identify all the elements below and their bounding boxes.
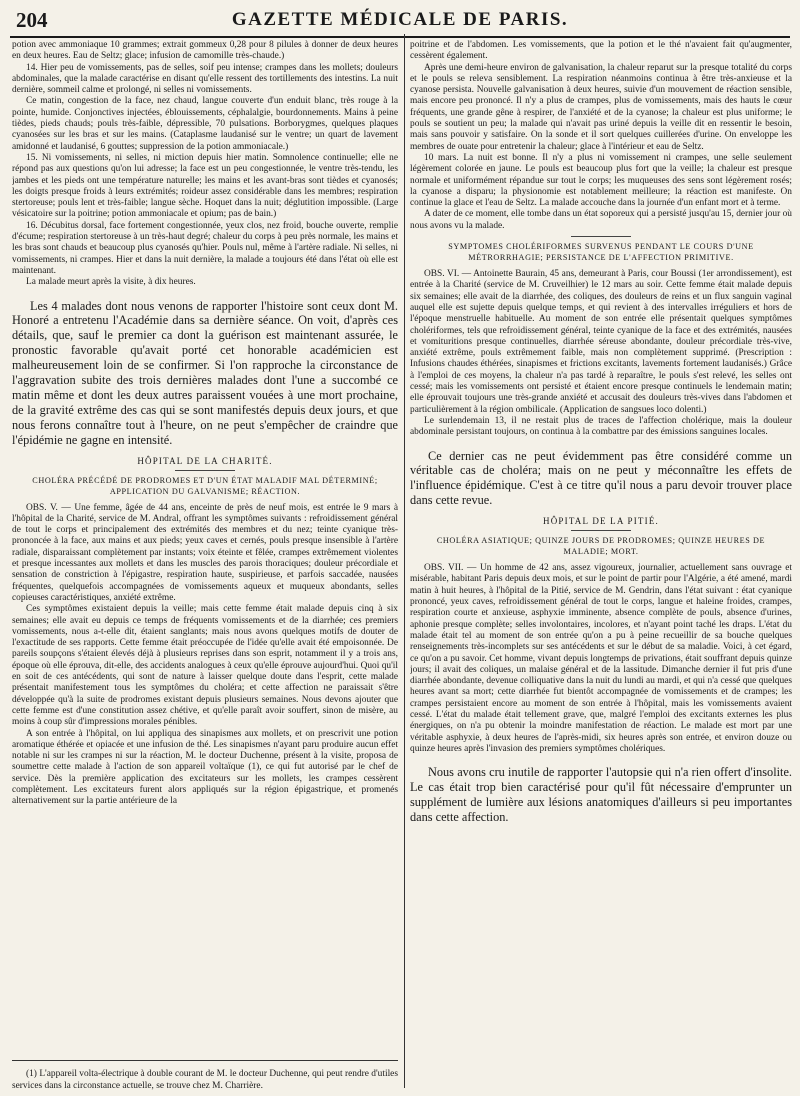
case-heading: CHOLÉRA PRÉCÉDÉ DE PRODROMES ET D'UN ÉTAT MALADIF MAL DÉTERMINÉ; APPLICATION DU GALVANISME; RÉACTION. <box>32 475 378 496</box>
column-divider <box>404 34 405 1088</box>
paragraph: OBS. VII. — Un homme de 42 ans, assez vigoureux, journalier, actuellement sans ouvrage et misérable, habitant Paris depuis deux mois, et sur le point de partir pour l'Algérie, a été amené, mardi matin à huit heures, à l'hôpital de la Pitié, service de M. Gendrin, dans l'état suivant : état cyanique prononcé, yeux caves, refroidissement général de tout le corps, langue et haleine froides, crampes, respiration courte et anxieuse, asphyxie imminente, absence complète de pouls, absence d'urines, aphonie presque complète; selles involontaires, incolores, et n'ayant point taché les draps. L'état du malade était tel au moment de son entrée qu'on a pu à peine recueillir de sa bouche quelques renseignements très-incomplets sur ses antécédents et sur le début de sa maladie. Voici, à cet égard, ce qu'on a pu savoir. Cet homme, vivant depuis longtemps de privations, était souffrant depuis quinze jours; il avait des coliques, un malaise général et de la lassitude. Dimanche dernier il fut pris d'une diarrhée abondante, devenue colliquative dans la nuit du lundi au mardi, et qui n'a cessé que quelques heures avant sa mort; cette diarrhée fut bientôt accompagnée de vomissements et de crampes; les crampes persistaient encore au moment de son entrée à l'hôpital, mais les vomissements avaient cessé. L'état du malade était tellement grave, que, malgré l'emploi des excitants externes les plus énergiques, on n'a pu obtenir la moindre manifestation de réaction. Le malade est mort par une véritable asphyxie, à deux heures de l'après-midi, six heures après son entrée, et environ douze ou quinze heures après l'invasion des premiers symptômes cholériques. <box>410 563 792 754</box>
case-heading: CHOLÉRA ASIATIQUE; QUINZE JOURS DE PRODROMES; QUINZE HEURES DE MALADIE; MORT. <box>436 536 766 557</box>
paragraph: OBS. V. — Une femme, âgée de 44 ans, enceinte de près de neuf mois, est entrée le 9 mars à l'hôpital de la Charité, service de M. Andral, offrant les symptômes suivants : refroidissement général de tout le corps et principalement des extrémités des membres et du nez; teinte cyanique très-prononcée à la face, aux mains et aux pieds; yeux caves et cernés, pouls presque insensible à l'artère radiale, disparaissant complètement par instants; voix éteinte et fêlée, crampes extrêmement violentes et presque incessantes aux mollets et dans les muscles des parois thoraciques; douleur précordiale et sensation de constriction à l'épigastre, respiration haute, suspirieuse, et parfois saccadée, nausées fréquentes, quelquefois accompagnées de vomissements aqueux et muqueux abondants, selles copieuses caractéristiques, anxiété extrême. <box>12 502 398 603</box>
paragraph: OBS. VI. — Antoinette Baurain, 45 ans, demeurant à Paris, cour Boussi (1er arrondissement), est entrée à la Charité (service de M. Cruveilhier) le 12 mars au soir. Cette femme était malade depuis six semaines; elle avait de la diarrhée, des coliques, des douleurs de reins et un flux sanguin vaginal auquel elle est sujette depuis quelque temps, et qui revient à des intervalles irréguliers et hors de l'époque menstruelle habituelle. Au moment de son entrée elle présentait quelques symptômes cholériformes, tels que refroidissement général, teinte cyanique de la face et des extrémités, nausées et vomituritions presque continuelles, diarrhée séreuse abondante, douleur précordiale très-vive, anxiété extrême, pouls extrêmement faible, mais non complètement supprimé. (Prescription : Infusions chaudes éthérées, sinapismes et frictions excitants, lavements fortement laudanisés.) Grâce à l'emploi de ces moyens, la chaleur n'a pas tardé à reparaître, le pouls s'est relevé, les selles ont cessé; mais les vomissements ont persisté et étaient encore presque continuels le lendemain matin; elle éprouvait toujours une très-grande anxiété et accusait des douleurs très-vives dans l'abdomen et particulièrement à la région ombilicale. (Application de sangsues loco dolenti.) <box>410 269 792 415</box>
right-column <box>410 40 792 1096</box>
left-column <box>12 40 398 1096</box>
case-heading: SYMPTOMES CHOLÉRIFORMES SURVENUS PENDANT LE COURS D'UNE MÉTRORRHAGIE; PERSISTANCE DE L'AFFECTION PRIMITIVE. <box>448 242 754 263</box>
paragraph: 16. Décubitus dorsal, face fortement congestionnée, yeux clos, nez froid, bouche ouverte, remplie d'écume; respiration stertoreuse à un très-haut degré; chaleur du corps à peu près normale, les mains et les bras sont chauds et beaucoup plus cyanosés qu'hier. Pouls nul, même à l'artère radiale. Ni selles, ni vomissements, ni crampes. Hier et dans la nuit dernière, la malade a toujours été dans l'état où elle est maintenant. <box>12 220 398 276</box>
page-number: 204 <box>16 8 48 32</box>
paragraph: Après une demi-heure environ de galvanisation, la chaleur reparut sur la presque totalité du corps et le pouls se releva sensiblement. La respiration néanmoins continua à être très-anxieuse et la cyanose persista. Nouvelle galvanisation à deux heures, suivie d'un mouvement de réaction sensible, mais encore peu prononcé. Il n'y a plus de crampes, plus de vomissements, mais des hauts le cœur fréquents, une grande gêne à respirer, de l'anxiété et de la cyanose; la chaleur est plus uniforme; le pouls se soutient un peu; la malade qui n'avait pas uriné depuis la veille dit en ressentir le besoin, mais sans pouvoir y satisfaire. On la sonde et il sort quelques cuillerées d'urine. On enveloppe les membres de ouate pour entretenir la chaleur; glace à l'intérieur et eau de Seltz. <box>410 62 792 152</box>
paragraph: A son entrée à l'hôpital, on lui appliqua des sinapismes aux mollets, et on prescrivit une potion aromatique éthérée et opiacée et une infusion de thé. Les sinapismes n'ayant paru produire aucun effet notable ni sur les crampes ni sur la réaction, M. le docteur Duchenne, présent à la visite, proposa de soumettre cette malade à l'action de son appareil voltaïque (1), ce qui fut autorisé par le chef de service. Dès la première application des excitateurs sur les mollets, les crampes cessèrent complètement. Les excitateurs furent alors appliqués sur la région épigastrique, et promenés alternativement sur la partie antérieure de la <box>12 728 398 807</box>
paragraph: Ces symptômes existaient depuis la veille; mais cette femme était malade depuis cinq à six semaines; elle avait eu depuis ce temps de fréquents vomissements et de la diarrhée; ces premiers vomissements, nous a-t-elle dit, étaient sanglants; mais nous avons quelques motifs de douter de l'exactitude de ses rapports. Cette femme était préoccupée de l'idée qu'elle avait été empoisonnée. De pareils soupçons s'étaient élevés déjà à plusieurs reprises dans son esprit, notamment il y a trois ans, époque où elle éprouva, dit-elle, des accidents analogues à ceux qu'elle éprouve aujourd'hui. Quoi qu'il en soit de ces antécédents, qui sont de nature à laisser quelque doute dans l'esprit, cette malade présentait manifestement tous les symptômes du choléra; et cette affection ne paraissait s'être développée qu'à la suite de prodromes existant depuis plusieurs semaines. Nous devons ajouter que cette femme est d'une constitution assez chétive, et qu'elle paraît avoir souffert, sinon de misère, au moins à coup sûr d'impressions morales pénibles. <box>12 604 398 728</box>
paragraph: 15. Ni vomissements, ni selles, ni miction depuis hier matin. Somnolence continuelle; elle ne répond pas aux questions qu'on lui adresse; la face est un peu congestionnée, le ventre très-tendu, les jambes et les pieds ont une température naturelle; les mains et les avant-bras sont tièdes et cyanosés; les doigts presque froids à leurs extrémités; roideur assez considérable dans les membres; respiration stertoreuse; pouls lent et très-faible; langue sèche. Hoquet dans la nuit; déglutition impossible. (Large vésicatoire sur la poitrine; potion ammoniacale et opium; pas de bain.) <box>12 152 398 220</box>
paragraph: La malade meurt après la visite, à dix heures. <box>26 277 196 288</box>
footnote <box>12 1060 398 1092</box>
paragraph: 10 mars. La nuit est bonne. Il n'y a plus ni vomissement ni crampes, une selle seulement légèrement colorée en jaune. Le pouls est beaucoup plus fort que la veille; la chaleur est presque normale et uniformément répandue sur tout le corps; les muqueuses des sens sont légèrement rosés; la cyanose a disparu; la physionomie est notablement meilleure; la réaction est manifeste. On continue la glace et l'eau de Seltz. La malade accouche dans la journée d'un enfant mort et à terme. <box>410 152 792 209</box>
paragraph: Ce matin, congestion de la face, nez chaud, langue couverte d'un enduit blanc, très rouge à la pointe, humide. Conjonctives injectées, éblouissements, céphalalgie, bourdonnements. Mains à peine tièdes, pieds chauds; pouls très-faible, dépressible, 70 pulsations. Borborygmes, quelques plaques cyanosées sur les bras et sur les mains. (Cataplasme laudanisé sur le ventre; un quart de lavement amidonné et laudanisé, 6 gouttes; suppression de la potion ammoniacale.) <box>12 96 398 152</box>
divider <box>571 236 631 237</box>
editorial-paragraph: Nous avons cru inutile de rapporter l'autopsie qui n'a rien offert d'insolite. Le cas était trop bien caractérisé pour qu'il fût nécessaire d'emprunter un supplément de lumière aux lésions anatomiques d'ailleurs si peu importantes dans cette affection. <box>410 765 792 824</box>
article-columns <box>12 40 792 1096</box>
editorial-paragraph: Les 4 malades dont nous venons de rapporter l'histoire sont ceux dont M. Honoré a entretenu l'Académie dans sa dernière séance. On voit, d'après ces détails, que, sauf le premier ca dont la guérison est maintenant assurée, le pronostic favorable qu'avait porté cet honorable académicien est malheureusement loin de se confirmer. Si l'on rapproche la circonstance de l'aggravation subite des trois dernières malades dont l'une a succombé ce matin même et dont les deux autres paraissent vouées à une mort prochaine, de la gravité extrême des cas qui se sont manifestés depuis deux jours, et que nous ferons connaître tout à l'heure, on ne peut s'empêcher de craindre que l'épidémie ne gagne en intensité. <box>12 298 398 447</box>
paragraph: Le surlendemain 13, il ne restait plus de traces de l'affection cholérique, mais la douleur abdominale persistant toujours, on continua à la combattre par des émissions sanguines locales. <box>410 415 792 438</box>
divider <box>571 530 631 531</box>
paragraph: poitrine et de l'abdomen. Les vomissements, que la potion et le thé n'avaient fait qu'augmenter, cessèrent également. <box>410 40 792 62</box>
journal-title: GAZETTE MÉDICALE DE PARIS. <box>231 9 569 30</box>
page-header <box>10 6 790 38</box>
paragraph: A dater de ce moment, elle tombe dans un état soporeux qui a persisté jusqu'au 15, dernier jour où nous avons vu la malade. <box>410 209 792 231</box>
section-heading: HÔPITAL DE LA CHARITÉ. <box>137 455 273 466</box>
footnote-text: (1) L'appareil volta-électrique à double courant de M. le docteur Duchenne, qui peut rendre d'utiles services dans la circonstance actuelle, se trouve chez M. Charrière. <box>12 1069 398 1091</box>
editorial-paragraph: Ce dernier cas ne peut évidemment pas être considéré comme un véritable cas de choléra; mais on ne peut y méconnaître les effets de l'influence épidémique. C'est à ce titre qu'il nous a paru devoir trouver place dans cette revue. <box>410 448 792 508</box>
paragraph: potion avec ammoniaque 10 grammes; extrait gommeux 0,28 pour 8 pilules à donner de deux heures en deux heures. Eau de Seltz; glace; infusion de camomille très-chaude.) <box>12 40 398 62</box>
section-heading: HÔPITAL DE LA PITIÉ. <box>543 516 659 527</box>
paragraph: 14. Hier peu de vomissements, pas de selles, soif peu intense; crampes dans les mollets; douleurs abdominales, que la malade caractérise en disant qu'elle ressent des tortillements des intestins. La nuit dernière, sommeil calme et prolongé, ni selles ni vomissements. <box>12 62 398 96</box>
divider <box>175 470 235 471</box>
